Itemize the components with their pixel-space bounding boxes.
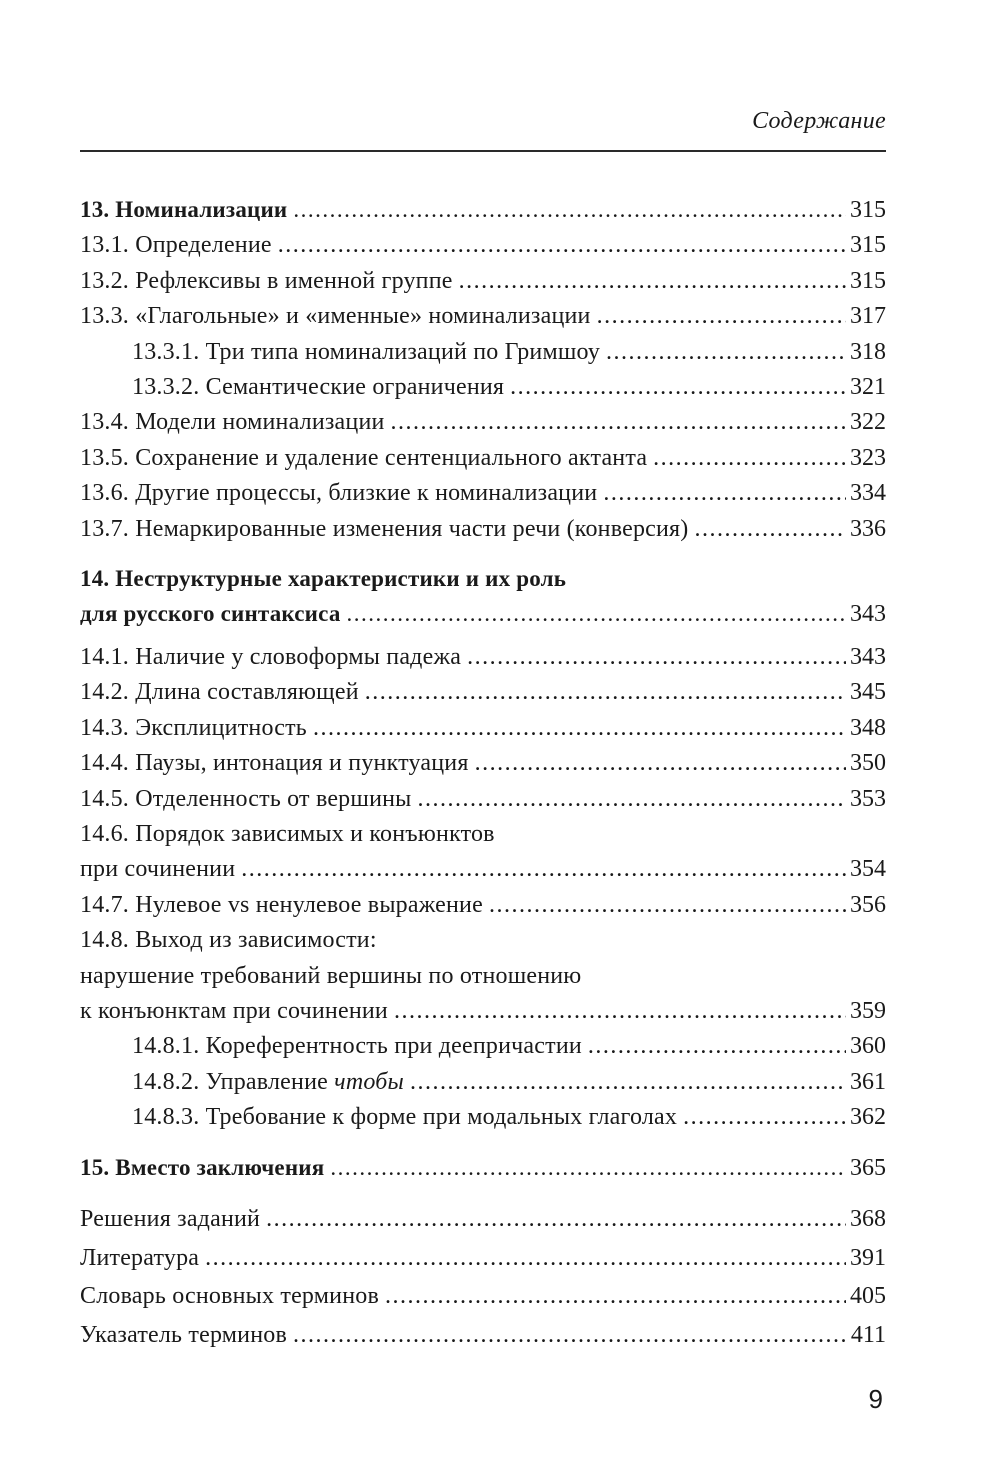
toc-entry-14-3[interactable] bbox=[80, 711, 886, 746]
toc-entry-13-4[interactable] bbox=[80, 405, 886, 440]
chapter-title-spacer bbox=[80, 633, 886, 640]
toc-entry-page: 321 bbox=[850, 374, 886, 401]
toc-entry-page: 411 bbox=[850, 1321, 886, 1348]
toc-entry-title bbox=[132, 1065, 404, 1100]
toc-entry-page: 336 bbox=[850, 515, 886, 542]
toc-entry-title: 13. Номинализации bbox=[80, 197, 288, 222]
leader-dots bbox=[347, 596, 846, 631]
leader-dots bbox=[394, 994, 846, 1029]
toc-entry-14-8-2[interactable] bbox=[80, 1065, 886, 1100]
leader-dots bbox=[467, 640, 846, 675]
toc-entry-page: 345 bbox=[850, 679, 886, 706]
toc-entry-title-italic: чтобы bbox=[334, 1068, 404, 1095]
leader-dots bbox=[606, 335, 846, 370]
toc-entry-page: 360 bbox=[850, 1033, 886, 1060]
toc-entry-page: 348 bbox=[850, 714, 886, 741]
toc-entry-13-3[interactable] bbox=[80, 299, 886, 334]
leader-dots bbox=[459, 264, 846, 299]
toc-entry-13-2[interactable] bbox=[80, 264, 886, 299]
toc-entry-page: 391 bbox=[850, 1244, 886, 1271]
toc-entry-14-8-3[interactable] bbox=[80, 1100, 886, 1135]
toc-entry-page: 405 bbox=[850, 1283, 886, 1310]
toc-entry-title: 13.6. Другие процессы, близкие к номинализации bbox=[80, 480, 598, 507]
leader-dots bbox=[205, 1239, 846, 1278]
leader-dots bbox=[588, 1029, 846, 1064]
toc-entry-title: 14.2. Длина составляющей bbox=[80, 679, 359, 706]
leader-dots bbox=[475, 746, 846, 781]
toc-entry-page: 343 bbox=[850, 601, 886, 628]
toc-entry-page: 350 bbox=[850, 750, 886, 777]
toc-chapter-15[interactable] bbox=[80, 1150, 886, 1186]
toc-entry-title: 13.3. «Глагольные» и «именные» номинализации bbox=[80, 303, 591, 330]
toc-entry-title: при сочинении bbox=[80, 856, 236, 883]
toc-entry-title: 14.3. Эксплицитность bbox=[80, 714, 307, 741]
toc-entry-page: 359 bbox=[850, 997, 886, 1024]
leader-dots bbox=[417, 782, 846, 817]
leader-dots bbox=[293, 192, 846, 227]
toc-entry-title: 14.8.3. Требование к форме при модальных глаголах bbox=[132, 1104, 678, 1131]
toc-entry-14-1[interactable] bbox=[80, 640, 886, 675]
leader-dots bbox=[489, 888, 846, 923]
toc-entry-page: 343 bbox=[850, 643, 886, 670]
leader-dots bbox=[694, 512, 846, 547]
toc-entry-page: 323 bbox=[850, 444, 886, 471]
leader-dots bbox=[410, 1065, 846, 1100]
toc-entry-title: 13.3.1. Три типа номинализаций по Гримшоу bbox=[132, 338, 601, 365]
toc-entry-title: 14.1. Наличие у словоформы падежа bbox=[80, 643, 462, 670]
toc-entry-14-5[interactable] bbox=[80, 782, 886, 817]
toc-entry-title: 13.2. Рефлексивы в именной группе bbox=[80, 267, 453, 294]
toc-entry-14-7[interactable] bbox=[80, 888, 886, 923]
toc-entry-page: 353 bbox=[850, 785, 886, 812]
toc-entry-13-6[interactable] bbox=[80, 476, 886, 511]
leader-dots bbox=[683, 1100, 846, 1135]
toc-entry-title: Литература bbox=[80, 1244, 200, 1271]
toc-entry-14-6[interactable] bbox=[80, 852, 886, 887]
leader-dots bbox=[597, 299, 846, 334]
toc-entry-14-8[interactable] bbox=[80, 994, 886, 1029]
toc-entry-page: 354 bbox=[850, 856, 886, 883]
toc-entry-page: 322 bbox=[850, 409, 886, 436]
toc-entry-13-5[interactable] bbox=[80, 441, 886, 476]
leader-dots bbox=[510, 370, 846, 405]
toc-entry-title: 14.4. Паузы, интонация и пунктуация bbox=[80, 750, 469, 777]
toc-entry-14-6-line1[interactable]: 14.6. Порядок зависимых и конъюнктов bbox=[80, 820, 495, 847]
toc-entry-title: 13.3.2. Семантические ограничения bbox=[132, 374, 505, 401]
toc-entry-13-7[interactable] bbox=[80, 512, 886, 547]
leader-dots bbox=[313, 711, 846, 746]
toc-entry-index[interactable] bbox=[80, 1316, 886, 1355]
toc-chapter-14[interactable] bbox=[80, 596, 886, 632]
toc-entry-14-8-1[interactable] bbox=[80, 1029, 886, 1064]
back-matter-spacer bbox=[80, 1186, 886, 1200]
toc-entry-page: 315 bbox=[850, 197, 886, 223]
toc-entry-14-8-line1[interactable]: 14.8. Выход из зависимости: bbox=[80, 927, 377, 954]
toc-entry-page: 362 bbox=[850, 1104, 886, 1131]
leader-dots bbox=[330, 1150, 846, 1185]
toc-entry-title: к конъюнктам при сочинении bbox=[80, 997, 388, 1024]
leader-dots bbox=[603, 476, 846, 511]
toc-entry-title: 15. Вместо заключения bbox=[80, 1154, 325, 1180]
toc-entry-page: 365 bbox=[850, 1154, 886, 1181]
toc-chapter-14-title-line1[interactable]: 14. Неструктурные характеристики и их роль bbox=[80, 566, 567, 592]
toc-entry-title-prefix: 14.8.2. Управление bbox=[132, 1068, 335, 1095]
page-number: 9 bbox=[868, 1384, 883, 1414]
toc-entry-14-8-line2[interactable]: нарушение требований вершины по отношению bbox=[80, 962, 582, 989]
toc-entry-14-4[interactable] bbox=[80, 746, 886, 781]
toc-entry-page: 315 bbox=[850, 232, 886, 259]
leader-dots bbox=[266, 1200, 846, 1239]
toc-chapter-13[interactable] bbox=[80, 192, 886, 228]
toc-entry-page: 361 bbox=[850, 1068, 886, 1095]
chapter-spacer bbox=[80, 1136, 886, 1150]
toc-entry-13-3-2[interactable] bbox=[80, 370, 886, 405]
toc-entry-title: 13.4. Модели номинализации bbox=[80, 409, 385, 436]
leader-dots bbox=[278, 228, 846, 263]
toc-entry-13-3-1[interactable] bbox=[80, 335, 886, 370]
toc-entry-page: 317 bbox=[850, 303, 886, 330]
leader-dots bbox=[293, 1316, 847, 1355]
toc-entry-title: для русского синтаксиса bbox=[80, 601, 341, 627]
toc-entry-title: 13.1. Определение bbox=[80, 232, 272, 259]
toc-entry-title: 14.5. Отделенность от вершины bbox=[80, 785, 412, 812]
toc-entry-title: Указатель терминов bbox=[80, 1321, 287, 1348]
leader-dots bbox=[365, 675, 846, 710]
toc-entry-solutions[interactable] bbox=[80, 1200, 886, 1239]
running-head: Содержание bbox=[752, 108, 886, 134]
chapter-spacer bbox=[80, 547, 886, 561]
toc-entry-glossary[interactable] bbox=[80, 1277, 886, 1316]
toc-entry-title: 13.7. Немаркированные изменения части речи (конверсия) bbox=[80, 515, 689, 542]
leader-dots bbox=[241, 852, 846, 887]
toc-entry-title: 14.7. Нулевое vs ненулевое выражение bbox=[80, 891, 483, 918]
toc-entry-14-2[interactable] bbox=[80, 675, 886, 710]
toc-entry-title: Решения заданий bbox=[80, 1205, 261, 1232]
toc-entry-title: Словарь основных терминов bbox=[80, 1283, 379, 1310]
toc-entry-page: 334 bbox=[850, 480, 886, 507]
table-of-contents bbox=[80, 192, 886, 1354]
toc-entry-13-1[interactable] bbox=[80, 228, 886, 263]
leader-dots bbox=[385, 1277, 846, 1316]
toc-entry-page: 356 bbox=[850, 891, 886, 918]
toc-entry-page: 368 bbox=[850, 1205, 886, 1232]
toc-entry-page: 318 bbox=[850, 338, 886, 365]
leader-dots bbox=[653, 441, 846, 476]
leader-dots bbox=[391, 405, 846, 440]
header-rule bbox=[80, 150, 886, 152]
toc-entry-page: 315 bbox=[850, 267, 886, 294]
toc-entry-title: 13.5. Сохранение и удаление сентенциального актанта bbox=[80, 444, 648, 471]
toc-entry-title: 14.8.1. Кореферентность при деепричастии bbox=[132, 1033, 582, 1060]
toc-entry-literature[interactable] bbox=[80, 1239, 886, 1278]
